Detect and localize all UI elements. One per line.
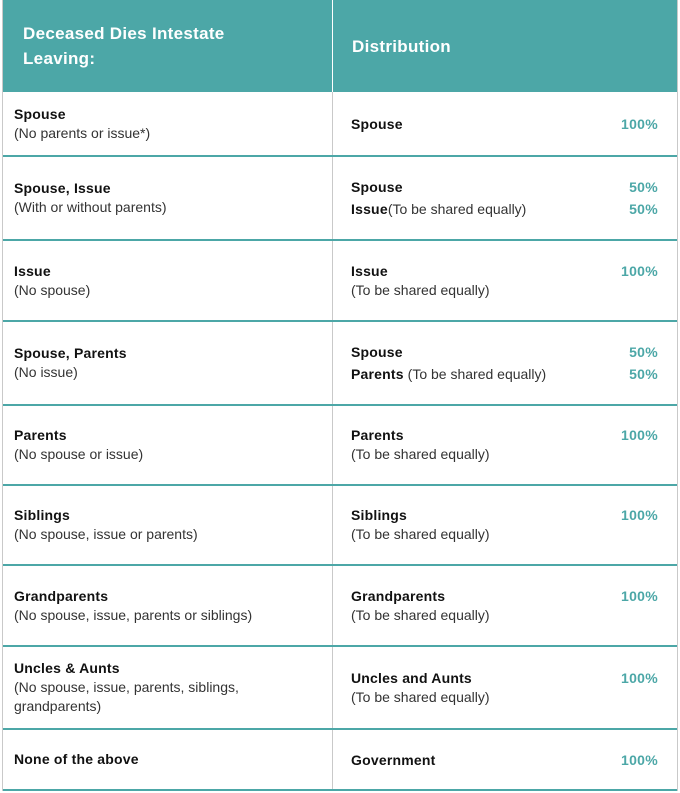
table-row [3, 486, 677, 566]
distribution-line [351, 426, 658, 445]
survivors-cell [3, 406, 333, 484]
beneficiary [351, 426, 404, 445]
beneficiary-label: Spouse [351, 179, 403, 195]
survivors-cell [3, 92, 333, 155]
beneficiary [351, 262, 388, 281]
distribution-line [351, 262, 658, 281]
share-percentage: 50% [629, 366, 658, 382]
beneficiary-label: Grandparents [351, 587, 446, 604]
distribution-cell [333, 486, 677, 564]
table-row [3, 406, 677, 486]
share-percentage: 50% [629, 201, 658, 217]
survivors-condition: (No spouse) [14, 281, 91, 298]
share-percentage: 100% [620, 262, 658, 279]
beneficiary-label: Parents [351, 427, 404, 443]
survivors-title: Siblings [14, 507, 71, 523]
intestacy-distribution-table [2, 0, 678, 791]
survivors-cell [3, 647, 333, 728]
header-distribution: Distribution [352, 36, 451, 56]
distribution-line [351, 113, 658, 135]
survivors-cell [3, 322, 333, 404]
survivors-condition: (No spouse or issue) [14, 446, 144, 462]
distribution-cell [333, 566, 677, 645]
beneficiary-label: Government [351, 751, 436, 768]
table-body [3, 92, 677, 791]
distribution-note: (To be shared equally) [351, 446, 490, 462]
beneficiary-label: Issue [351, 201, 388, 217]
survivors-title: Uncles & Aunts [14, 660, 120, 676]
distribution-cell [333, 322, 677, 404]
share-percentage: 100% [620, 587, 658, 604]
beneficiary [351, 176, 403, 198]
header-deceased-leaving: Deceased Dies Intestate Leaving: [3, 0, 333, 92]
table-header [3, 0, 677, 92]
share-percentage: 100% [620, 427, 658, 443]
beneficiary [351, 198, 526, 220]
beneficiary [351, 669, 472, 688]
table-row [3, 566, 677, 647]
table-row [3, 92, 677, 157]
beneficiary-label: Spouse [351, 344, 403, 360]
share-percentage: 100% [620, 751, 658, 768]
share-percentage: 50% [629, 344, 658, 360]
table-row [3, 157, 677, 241]
beneficiary-label: Siblings [351, 507, 408, 523]
beneficiary [351, 363, 546, 385]
share-percentage: 100% [620, 507, 658, 523]
beneficiary-label: Spouse [351, 115, 403, 132]
survivors-title: Spouse, Issue [14, 180, 111, 196]
distribution-line [351, 363, 658, 385]
beneficiary-label: Issue [351, 262, 388, 279]
distribution-line [351, 341, 658, 363]
distribution-line [351, 198, 658, 220]
share-percentage: 100% [620, 115, 658, 132]
survivors-title: Issue [14, 262, 51, 279]
distribution-cell [333, 241, 677, 320]
distribution-line [351, 749, 658, 771]
distribution-note: (To be shared equally) [351, 606, 490, 623]
survivors-condition: (No spouse, issue, parents, siblings, grandparents) [14, 679, 239, 714]
beneficiary-note: (To be shared equally) [403, 366, 547, 382]
survivors-condition: (No parents or issue*) [14, 124, 151, 141]
table-row [3, 647, 677, 730]
survivors-cell [3, 241, 333, 320]
distribution-cell [333, 92, 677, 155]
table-row [3, 730, 677, 791]
distribution-note: (To be shared equally) [351, 281, 490, 298]
beneficiary-note: (To be shared equally) [387, 201, 527, 217]
survivors-cell [3, 157, 333, 239]
survivors-cell [3, 486, 333, 564]
share-percentage: 50% [629, 179, 658, 195]
distribution-note: (To be shared equally) [351, 688, 490, 705]
survivors-title: Spouse, Parents [14, 345, 127, 361]
survivors-title: Grandparents [14, 587, 109, 604]
distribution-line [351, 506, 658, 525]
table-row [3, 241, 677, 322]
distribution-cell [333, 647, 677, 728]
distribution-cell [333, 730, 677, 789]
distribution-note: (To be shared equally) [351, 526, 490, 542]
beneficiary [351, 506, 407, 525]
survivors-condition: (With or without parents) [14, 199, 167, 215]
beneficiary-label: Parents [351, 366, 404, 382]
survivors-cell [3, 730, 333, 789]
survivors-condition: (No issue) [14, 364, 78, 380]
beneficiary-label: Uncles and Aunts [351, 669, 472, 686]
distribution-cell [333, 157, 677, 239]
beneficiary [351, 113, 403, 135]
distribution-line [351, 669, 658, 688]
survivors-condition: (No spouse, issue, parents or siblings) [14, 606, 253, 623]
survivors-title: None of the above [14, 751, 139, 767]
beneficiary [351, 749, 435, 771]
survivors-title: Parents [14, 427, 67, 443]
distribution-cell [333, 406, 677, 484]
table-row [3, 322, 677, 406]
survivors-cell [3, 566, 333, 645]
share-percentage: 100% [620, 669, 658, 686]
survivors-condition: (No spouse, issue or parents) [14, 526, 198, 542]
beneficiary [351, 587, 445, 606]
survivors-title: Spouse [14, 105, 66, 122]
distribution-line [351, 587, 658, 606]
beneficiary [351, 341, 403, 363]
distribution-line [351, 176, 658, 198]
